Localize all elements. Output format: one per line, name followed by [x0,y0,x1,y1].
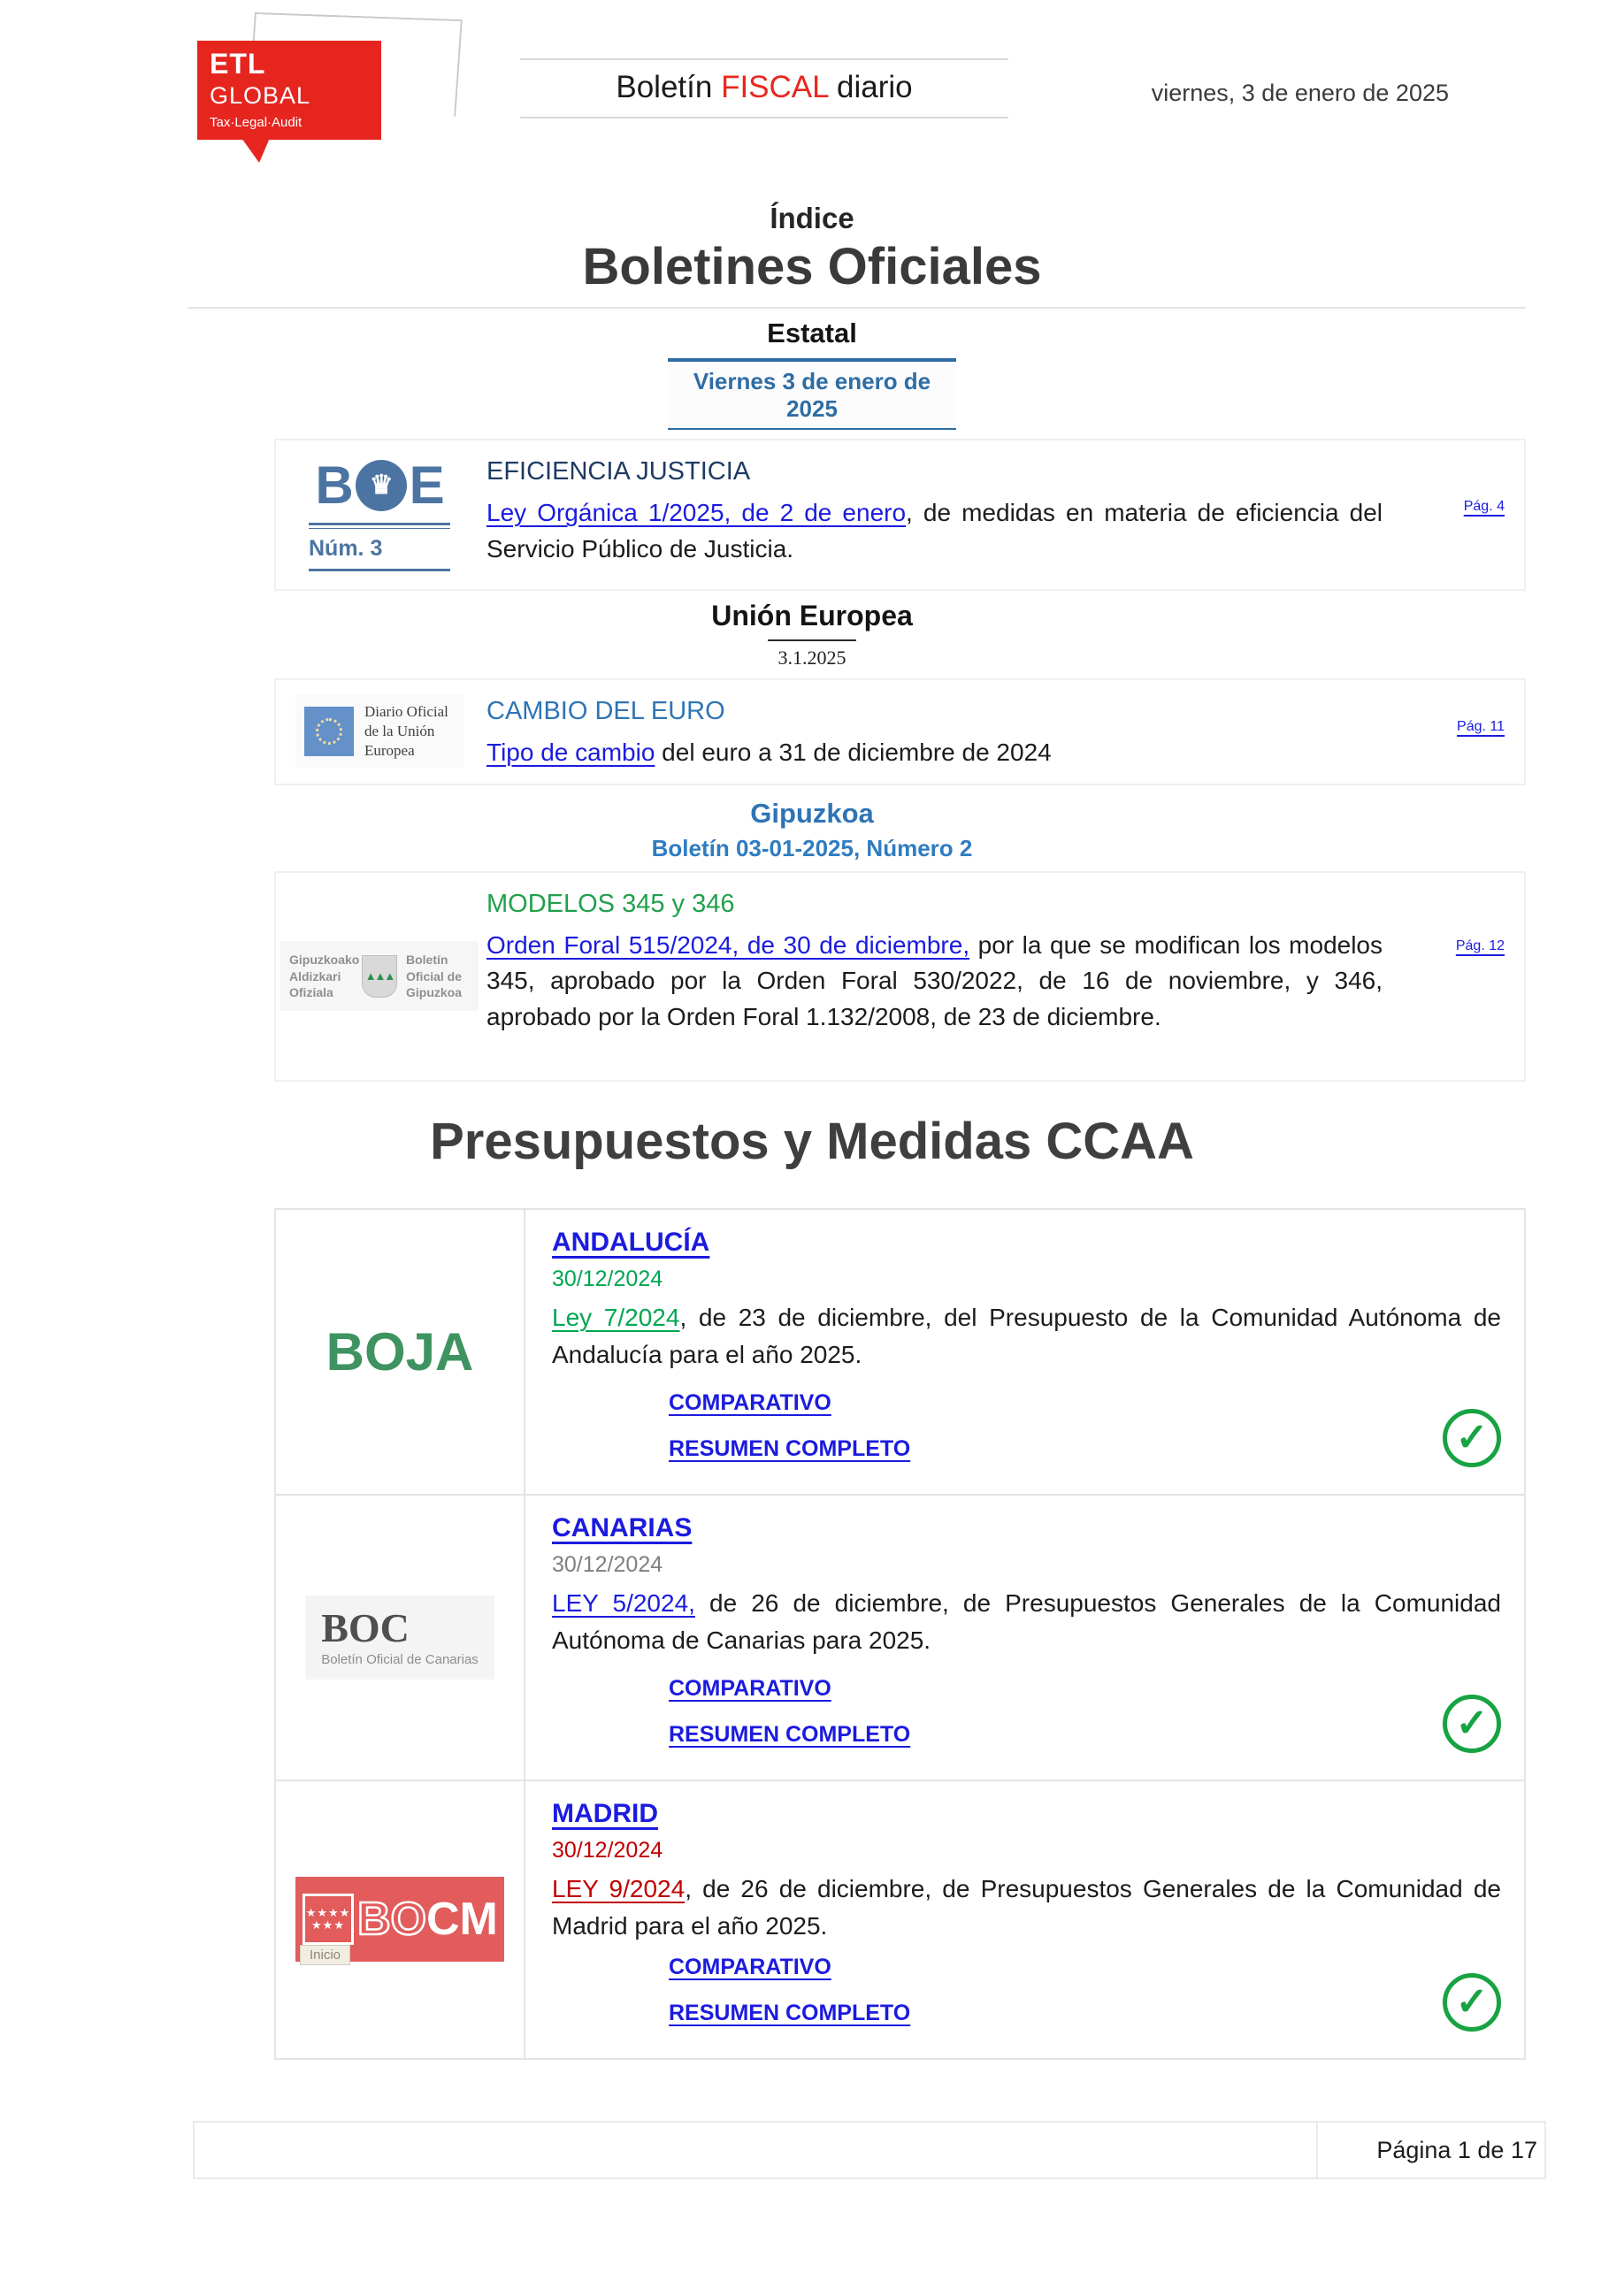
divider [188,307,1526,309]
gipuzkoa-entry-card [274,871,1526,1082]
etl-logo-red-box [197,41,381,140]
bocm-logo-letters: BOCM [357,1894,498,1946]
gipuzkoa-entry-body [486,885,1383,1068]
issue-date: viernes, 3 de enero de 2025 [1151,80,1449,106]
boe-logo [295,453,463,577]
doue-entry-card [274,678,1526,785]
page-number: Página 1 de 17 [1316,2123,1544,2177]
gipuzkoa-entry-link[interactable]: Orden Foral 515/2024, de 30 de diciembre, [486,930,970,959]
madrid-flag-icon: ★★★★ ★★★ [303,1894,354,1945]
madrid-region-link[interactable]: MADRID [552,1798,658,1828]
footer-spacer [195,2123,1316,2177]
andalucia-links [669,1388,1501,1480]
boja-logo: BOJA [326,1321,474,1381]
canarias-paragraph [552,1585,1501,1659]
madrid-text: , de 26 de diciembre, de Presupuestos Generales de la Comunidad de Madrid para el año 2025. [552,1874,1501,1940]
andalucia-cell [525,1210,1524,1494]
masthead-title-pre: Boletín [616,70,722,104]
masthead-title-accent: FISCAL [721,70,829,104]
andalucia-date: 30/12/2024 [552,1266,663,1291]
doue-entry-body [486,693,1383,771]
gipuzkoa-logo-right-text: Boletín Oficial de Gipuzkoa [406,953,463,999]
madrid-paragraph [552,1871,1501,1945]
canarias-text: de 26 de diciembre, de Presupuestos Generales de la Comunidad Autónoma de Canarias para 2025. [552,1588,1501,1654]
andalucia-law-link[interactable]: Ley 7/2024 [552,1303,680,1331]
index-kicker: Índice [770,202,854,234]
check-circle-icon: ✓ [1443,1973,1501,2032]
ccaa-title: Presupuestos y Medidas CCAA [430,1112,1194,1170]
ue-heading-rule [768,639,856,641]
doue-logo-text: Diario Oficial de la Unión Europea [364,703,448,760]
page-footer [193,2121,1546,2179]
canarias-resumen-link[interactable]: RESUMEN COMPLETO [669,1721,911,1747]
gipuzkoa-crest-icon: ▲▲▲ [362,955,397,998]
doue-page-ref-cell [1406,719,1505,771]
estatal-date-box: Viernes 3 de enero de 2025 [668,358,956,430]
page-header [0,0,1624,188]
section-title-boletines: Boletines Oficiales [582,238,1042,295]
gipuzkoa-logo-left-text: Gipuzkoako Aldizkari Ofiziala [289,953,360,999]
boe-entry-card [274,439,1526,591]
boja-logo-cell [276,1210,525,1494]
canarias-region-link[interactable]: CANARIAS [552,1512,693,1542]
canarias-cell [525,1496,1524,1779]
doue-logo [295,693,463,771]
gipuzkoa-heading: Gipuzkoa [750,797,874,829]
doue-entry-text: del euro a 31 de diciembre de 2024 [655,739,1052,767]
check-circle-icon: ✓ [1443,1409,1501,1467]
etl-logo-line2: GLOBAL [210,82,311,109]
gipuzkoa-entry-text: por la que se modifican los modelos 345, aprobado por la Orden Foral 530/2022, de 16 de noviembre, y 346, aprobado por la Orden Foral 1.132/2008, de 23 de diciembre. [486,930,1383,1030]
andalucia-comparativo-link[interactable]: COMPARATIVO [669,1389,831,1415]
gipuzkoa-subheading: Boletín 03-01-2025, Número 2 [651,834,973,861]
ue-date: 3.1.2025 [778,647,846,669]
boe-page-ref-cell [1406,499,1505,577]
canarias-comparativo-link[interactable]: COMPARATIVO [669,1675,831,1701]
bocm-logo [295,1877,504,1962]
doue-entry-topic: CAMBIO DEL EURO [486,697,725,725]
bocm-inicio-tab: Inicio [300,1945,350,1965]
check-circle-icon: ✓ [1443,1695,1501,1753]
table-row-madrid [276,1781,1524,2058]
boe-logo-rules [309,523,450,529]
table-row-andalucia [276,1210,1524,1496]
madrid-links [669,1952,1501,2044]
gipuzkoa-logo [289,885,463,1068]
canarias-links [669,1673,1501,1765]
andalucia-paragraph [552,1299,1501,1374]
boe-page-link[interactable]: Pág. 4 [1463,499,1505,514]
gipuzkoa-page-ref-cell [1406,938,1505,1068]
estatal-heading: Estatal [767,318,857,348]
boe-crest-icon: ♛ [356,460,407,511]
boe-letter-e: E [409,455,444,515]
masthead-title-post: diario [828,70,913,104]
gipuzkoa-entry-topic: MODELOS 345 y 346 [486,889,735,918]
boe-logo-rules-bottom [309,569,450,571]
andalucia-region-link[interactable]: ANDALUCÍA [552,1227,710,1257]
masthead [520,58,1008,119]
etl-logo-line1: ETL [210,48,266,80]
etl-global-logo [197,12,463,158]
madrid-comparativo-link[interactable]: COMPARATIVO [669,1954,831,1979]
doue-entry-paragraph [486,735,1383,771]
boc-logo: BOC Boletín Oficial de Canarias [305,1596,494,1680]
boe-letter-b: B [315,455,353,515]
doue-entry-link[interactable]: Tipo de cambio [486,739,655,767]
boe-entry-paragraph [486,495,1383,567]
gipuzkoa-entry-paragraph [486,928,1383,1036]
ccaa-table [274,1208,1526,2060]
canarias-law-link[interactable]: LEY 5/2024, [552,1588,695,1617]
eu-flag-icon [304,707,354,756]
boe-entry-body [486,453,1383,577]
madrid-cell [525,1781,1524,2058]
madrid-resumen-link[interactable]: RESUMEN COMPLETO [669,2000,911,2025]
boe-entry-topic: EFICIENCIA JUSTICIA [486,457,751,486]
etl-logo-line3: Tax·Legal·Audit [210,115,303,130]
andalucia-text: , de 23 de diciembre, del Presupuesto de la Comunidad Autónoma de Andalucía para el año 2025. [552,1303,1501,1368]
boc-logo-cell [276,1496,525,1779]
boe-number: Núm. 3 [309,535,383,561]
boe-entry-text: , de medidas en materia de eficiencia del Servicio Público de Justicia. [486,499,1383,563]
ue-heading: Unión Europea [711,600,913,631]
boe-logo-letters [315,455,444,515]
andalucia-resumen-link[interactable]: RESUMEN COMPLETO [669,1435,911,1461]
madrid-law-link[interactable]: LEY 9/2024 [552,1874,686,1902]
canarias-date: 30/12/2024 [552,1551,663,1577]
boe-entry-link[interactable]: Ley Orgánica 1/2025, de 2 de enero [486,499,907,527]
gipuzkoa-page-link[interactable]: Pág. 12 [1455,938,1505,953]
bocm-logo-cell [276,1781,525,2058]
table-row-canarias [276,1496,1524,1781]
doue-page-link[interactable]: Pág. 11 [1457,719,1505,734]
madrid-date: 30/12/2024 [552,1837,663,1863]
